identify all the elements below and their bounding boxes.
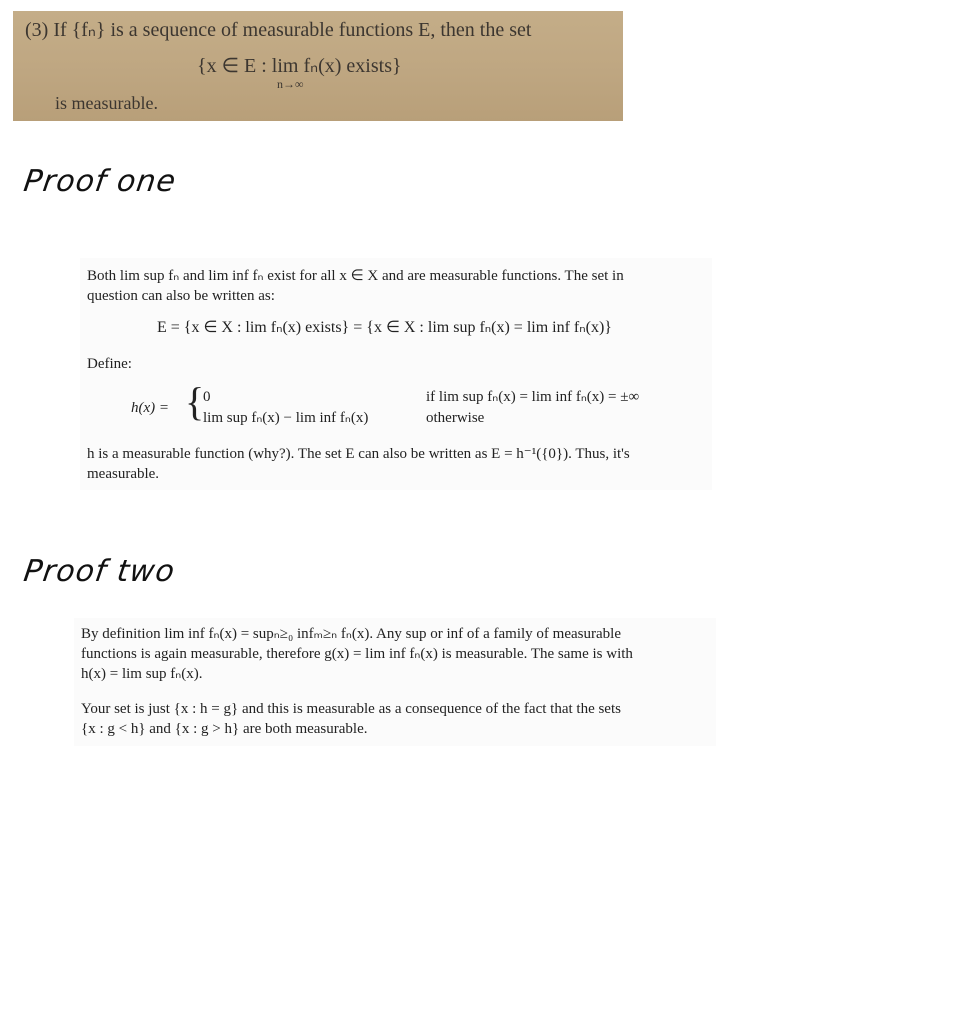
proof-one-para-1a: Both lim sup fₙ and lim inf fₙ exist for all x ∈ X and are measurable functions. The set in bbox=[87, 268, 624, 284]
limit-subscript: n→∞ bbox=[277, 77, 304, 91]
problem-photo bbox=[13, 11, 623, 121]
problem-line-3: is measurable. bbox=[55, 93, 158, 113]
proof-two-para-1b: functions is again measurable, therefore g(x) = lim inf fₙ(x) is measurable. The same is with bbox=[81, 646, 633, 662]
problem-line-1: (3) If {fₙ} is a sequence of measurable functions E, then the set bbox=[25, 19, 532, 41]
problem-set-expression bbox=[197, 53, 402, 91]
proof-one-para-2a: h is a measurable function (why?). The set E can also be written as E = h⁻¹({0}). Thus, it's bbox=[87, 446, 630, 462]
proof-two-para-2a: Your set is just {x : h = g} and this is measurable as a consequence of the fact that the sets bbox=[81, 701, 621, 717]
problem-line-2: {x ∈ E : lim fₙ(x) exists} bbox=[197, 55, 402, 77]
h-definition-lhs: h(x) = bbox=[131, 400, 170, 416]
proof-two-para-1a: By definition lim inf fₙ(x) = supₙ≥₀ infₘ≥ₙ fₙ(x). Any sup or inf of a family of measurable bbox=[81, 626, 621, 642]
proof-one-para-1b: question can also be written as: bbox=[87, 288, 275, 304]
proof-two-card bbox=[74, 618, 716, 746]
cases-brace: { bbox=[185, 379, 205, 424]
equation-e: E = {x ∈ X : lim fₙ(x) exists} = {x ∈ X : lim sup fₙ(x) = lim inf fₙ(x)} bbox=[157, 319, 612, 336]
proof-two-heading: Proof two bbox=[21, 554, 178, 589]
case-2-condition: otherwise bbox=[426, 410, 485, 426]
case-1-value: 0 bbox=[203, 389, 211, 405]
proof-one-card bbox=[80, 258, 712, 490]
proof-two-para-1c: h(x) = lim sup fₙ(x). bbox=[81, 666, 203, 682]
proof-one-heading: Proof one bbox=[21, 164, 179, 199]
proof-two-para-2b: {x : g < h} and {x : g > h} are both measurable. bbox=[81, 721, 368, 737]
define-label: Define: bbox=[87, 356, 132, 372]
case-2-value: lim sup fₙ(x) − lim inf fₙ(x) bbox=[203, 410, 369, 426]
proof-one-para-2b: measurable. bbox=[87, 466, 160, 482]
case-1-condition: if lim sup fₙ(x) = lim inf fₙ(x) = ±∞ bbox=[426, 389, 640, 405]
